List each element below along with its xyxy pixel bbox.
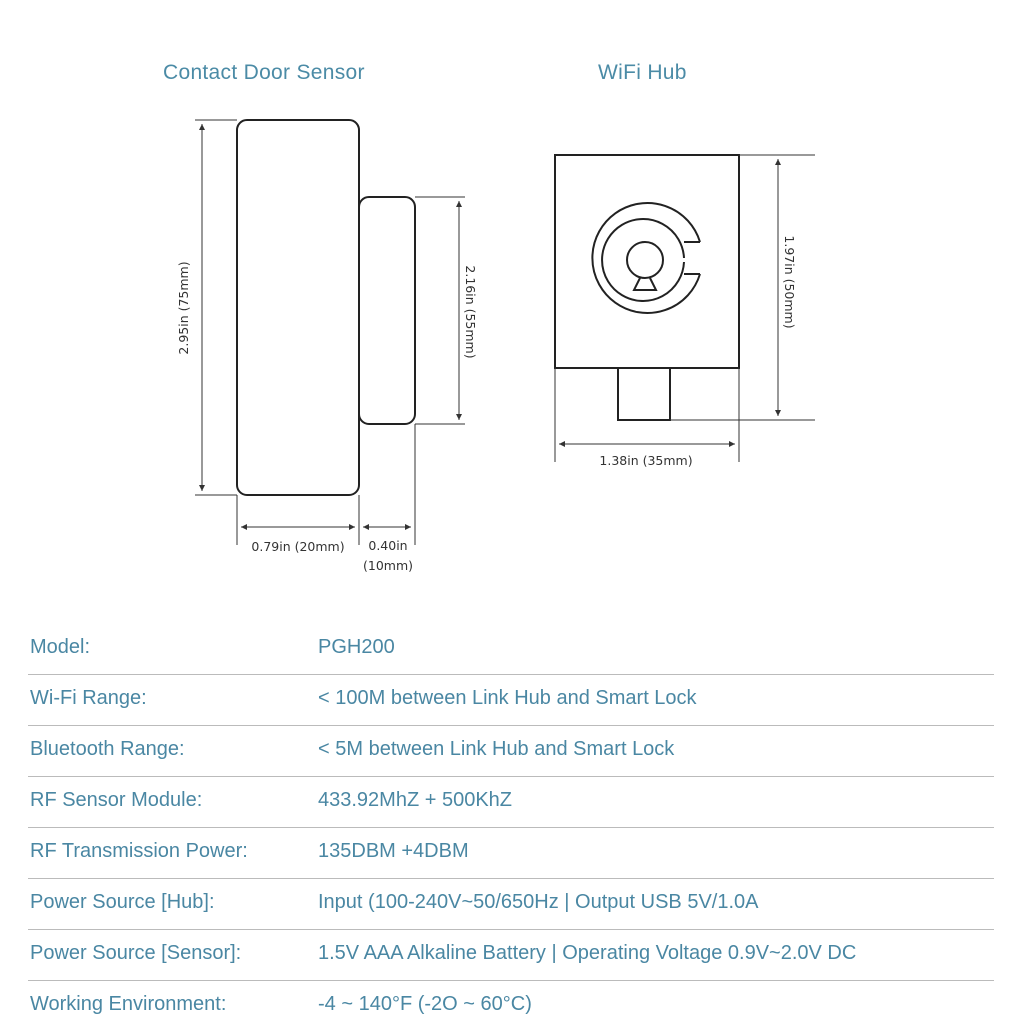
spec-value: < 5M between Link Hub and Smart Lock	[318, 738, 675, 760]
hub-height-label: 1.97in (50mm)	[782, 235, 797, 329]
spec-label: RF Transmission Power:	[30, 840, 248, 862]
spec-row-power-source-sensor	[28, 930, 994, 981]
spec-label: Power Source [Hub]:	[30, 891, 215, 913]
sensor-title: Contact Door Sensor	[163, 61, 365, 84]
magnet-width-label-line2: (10mm)	[362, 558, 414, 573]
hub-width-label: 1.38in (35mm)	[599, 453, 693, 468]
spec-row-rf-transmission-power	[28, 828, 994, 879]
magnet-width-label-line1: 0.40in	[368, 538, 408, 553]
sensor-height-label: 2.95in (75mm)	[176, 261, 191, 355]
spec-table	[28, 624, 994, 1031]
hub-body	[555, 155, 739, 368]
spec-label: RF Sensor Module:	[30, 789, 203, 811]
spec-label: Working Environment:	[30, 993, 227, 1015]
spec-row-rf-sensor-module	[28, 777, 994, 828]
spec-value: 433.92MhZ + 500KhZ	[318, 789, 513, 811]
spec-row-wifi-range	[28, 675, 994, 726]
sensor-drawing	[237, 120, 415, 495]
spec-label: Wi-Fi Range:	[30, 687, 147, 709]
spec-value: 1.5V AAA Alkaline Battery | Operating Voltage 0.9V~2.0V DC	[318, 942, 857, 964]
magnet-height-label: 2.16in (55mm)	[463, 265, 478, 359]
spec-value: -4 ~ 140°F (-2O ~ 60°C)	[318, 993, 532, 1015]
sensor-height-dimension	[195, 120, 237, 495]
sensor-magnet	[359, 197, 415, 424]
hub-title: WiFi Hub	[598, 61, 687, 84]
spec-row-model	[28, 624, 994, 675]
spec-value: Input (100-240V~50/650Hz | Output USB 5V/1.0A	[318, 891, 759, 913]
spec-label: Model:	[30, 636, 91, 658]
spec-label: Power Source [Sensor]:	[30, 942, 242, 964]
sensor-body	[237, 120, 359, 495]
spec-label: Bluetooth Range:	[30, 738, 185, 760]
spec-value: < 100M between Link Hub and Smart Lock	[318, 687, 697, 709]
spec-value: PGH200	[318, 636, 395, 658]
magnet-height-dimension	[415, 197, 465, 424]
hub-plug	[618, 368, 670, 420]
spec-value: 135DBM +4DBM	[318, 840, 469, 862]
hub-drawing	[555, 155, 739, 420]
sensor-width-label: 0.79in (20mm)	[251, 539, 345, 554]
spec-row-bluetooth-range	[28, 726, 994, 777]
spec-row-power-source-hub	[28, 879, 994, 930]
